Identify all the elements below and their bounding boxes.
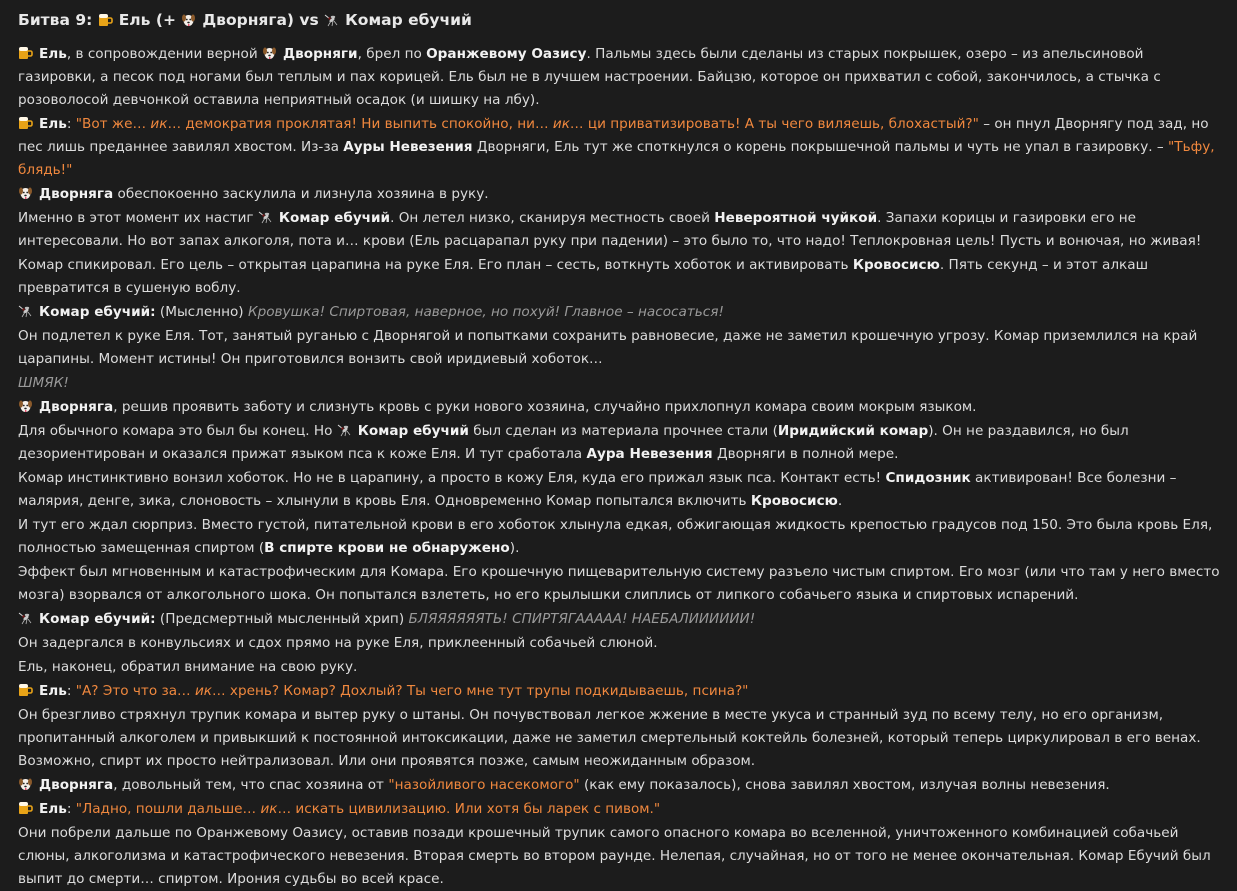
- bold-text: Комар ебучий:: [39, 304, 156, 320]
- quote-text: "Ладно, пошли дальше…: [75, 801, 261, 817]
- paragraph: [18, 656, 1221, 679]
- paragraph: [18, 372, 1221, 395]
- beer-icon: [18, 683, 33, 697]
- bold-text: Оранжевому Оазису: [426, 46, 587, 62]
- text: Они побрели дальше по Оранжевому Оазису, оставив позади крошечный трупик самого опасного комара во вселенной, уничтоженного комбинацией собачьей слюны, алкоголизма и катастрофического невезения. Вторая смерть во втором раунде. Нелепая, случайная, но от того не менее окончательная. Комар Ебучий был выпит до смерти… спиртом. Ирония судьбы во всей красе.: [18, 825, 1211, 887]
- paragraph: [18, 514, 1221, 560]
- title-mosquito: Комар ебучий: [345, 11, 472, 29]
- bold-text: Кровосисю: [852, 257, 940, 273]
- quote-text: … искать цивилизацию. Или хотя бы ларек с пивом.": [277, 801, 661, 817]
- quote-text: … хрень? Комар? Дохлый? Ты чего мне тут трупы подкидываешь, псина?": [212, 683, 749, 699]
- paragraph: [18, 632, 1221, 655]
- quote-text: ик: [150, 116, 168, 132]
- paragraph: [18, 396, 1221, 419]
- text: обеспокоенно заскулила и лизнула хозяина в руку.: [113, 186, 489, 202]
- paragraph: [18, 183, 1221, 206]
- paragraph: [18, 301, 1221, 324]
- dog-icon: [18, 186, 33, 200]
- text: Он подлетел к руке Еля. Тот, занятый руганью с Дворнягой и попытками сохранить равновесие, даже не заметил крошечную угрозу. Комар приземлился на край царапины. Момент истины! Он приготовился вонзить свой иридиевый хоботок…: [18, 328, 1198, 367]
- paragraph: [18, 43, 1221, 112]
- paragraph: [18, 561, 1221, 607]
- text: И тут его ждал сюрприз. Вместо густой, питательной крови в его хоботок хлынула едкая, обжигающая жидкость крепостью градусов под 150. Это была кровь Еля, полностью замещенная спиртом (: [18, 517, 1213, 556]
- quote-text: ик: [194, 683, 212, 699]
- text: активирован! Все болезни – малярия, денге, зика, слоновость – хлынули в кровь Еля. Одновременно Комар попытался включить: [18, 470, 1177, 509]
- bold-text: Ель: [39, 46, 67, 62]
- bold-text: Ель: [39, 683, 67, 699]
- text: , в сопровождении верной: [66, 46, 263, 62]
- bold-text: Ель: [39, 801, 67, 817]
- beer-icon: [18, 801, 33, 815]
- beer-icon: [98, 13, 113, 27]
- dog-icon: [181, 13, 196, 27]
- bold-text: Комар ебучий: [278, 210, 391, 226]
- quote-text: ик: [260, 801, 278, 817]
- quote-text: "Вот же…: [75, 116, 151, 132]
- bold-text: Спидозник: [885, 470, 971, 486]
- paragraph: [18, 822, 1221, 891]
- title-el: Ель (+: [118, 11, 176, 29]
- text: Именно в этот момент их настиг: [18, 210, 258, 226]
- quote-text: "А? Это что за…: [75, 683, 195, 699]
- paragraph: [18, 254, 1221, 300]
- paragraph: [18, 467, 1221, 513]
- bold-text: Ауры Невезения: [343, 139, 473, 155]
- quote-text: … демократия проклятая! Ни выпить спокойно, ни…: [167, 116, 553, 132]
- mosquito-icon: [18, 304, 33, 318]
- paragraph: [18, 113, 1221, 182]
- thought-text: БЛЯЯЯЯЯЯТЬ! СПИРТЯГААААА! НАЕБАЛИИИИИИ!: [408, 611, 756, 627]
- text: :: [66, 683, 76, 699]
- mosquito-icon: [337, 423, 352, 437]
- quote-text: "назойливого насекомого": [388, 777, 580, 793]
- paragraph: [18, 608, 1221, 631]
- text: :: [66, 116, 76, 132]
- thought-text: Кровушка! Спиртовая, наверное, но похуй! Главное – насосаться!: [247, 304, 724, 320]
- text: , брел по: [357, 46, 427, 62]
- dog-icon: [18, 777, 33, 791]
- text: Он задергался в конвульсиях и сдох прямо на руке Еля, приклеенный собачьей слюной.: [18, 635, 658, 651]
- text: :: [66, 801, 76, 817]
- bold-text: Дворняги: [283, 46, 358, 62]
- mosquito-icon: [258, 210, 273, 224]
- bold-text: Комар ебучий:: [39, 611, 156, 627]
- paragraph: [18, 325, 1221, 371]
- text: ).: [509, 540, 520, 556]
- text: Для обычного комара это был бы конец. Но: [18, 423, 337, 439]
- text: (Мысленно): [155, 304, 248, 320]
- quote-text: "Тьфу, блядь!": [18, 139, 1215, 178]
- bold-text: Комар ебучий: [357, 423, 469, 439]
- paragraph: [18, 774, 1221, 797]
- text: . Пальмы здесь были сделаны из старых покрышек, озеро – из апельсиновой газировки, а песок под ногами был теплым и пах корицей. Ель был не в лучшем настроении. Байцзю, которое он прихватил с собой, закончилось, а стычка с розоволосой девчонкой оставила неприятный осадок (и шишку на лбу).: [18, 46, 1161, 108]
- text: . Он летел низко, сканируя местность своей: [390, 210, 715, 226]
- bold-text: Аура Невезения: [586, 446, 713, 462]
- text: Дворняги, Ель тут же споткнулся о корень покрышечной пальмы и чуть не упал в газировку. –: [472, 139, 1169, 155]
- text: . Запахи корицы и газировки его не интересовали. Но вот запах алкоголя, пота и… крови (Ель расцарапал руку при падении) – это было то, что надо! Теплокровная цель! Пусть и вонючая, но живая!: [18, 210, 1202, 249]
- paragraph: [18, 680, 1221, 703]
- text: ). Он не раздавился, но был дезориентирован и оказался прижат языком пса к коже Еля. И тут сработала: [18, 423, 1129, 462]
- text: Комар спикировал. Его цель – открытая царапина на руке Еля. Его план – сесть, воткнуть хоботок и активировать: [18, 257, 853, 273]
- dog-icon: [262, 46, 277, 60]
- quote-text: … ци приватизировать! А ты чего виляешь, блохастый?": [569, 116, 979, 132]
- story-body: [18, 43, 1221, 891]
- paragraph: [18, 420, 1221, 466]
- paragraph: [18, 704, 1221, 773]
- text: был сделан из материала прочнее стали (: [468, 423, 778, 439]
- text: , решив проявить заботу и слизнуть кровь с руки нового хозяина, случайно прихлопнул комара своим мокрым языком.: [113, 399, 977, 415]
- text: Дворняги в полной мере.: [712, 446, 899, 462]
- bold-text: Дворняга: [39, 399, 114, 415]
- title-prefix: Битва 9:: [18, 11, 93, 29]
- beer-icon: [18, 116, 33, 130]
- dog-icon: [18, 399, 33, 413]
- text: Он брезгливо стряхнул трупик комара и вытер руку о штаны. Он почувствовал легкое жжение в месте укуса и странный зуд по всему телу, но его организм, пропитанный алкоголем и привыкший к постоянной интоксикации, даже не заметил смертельный коктейль болезней, который теперь циркулировал в его венах. Возможно, спирт их просто нейтрализовал. Или они проявятся позже, самым неожиданным образом.: [18, 707, 1201, 769]
- text: Комар инстинктивно вонзил хоботок. Но не в царапину, а просто в кожу Еля, куда его прижал язык пса. Контакт есть!: [18, 470, 886, 486]
- mosquito-icon: [18, 611, 33, 625]
- bold-text: В спирте крови не обнаружено: [264, 540, 510, 556]
- page-title: [18, 9, 1221, 31]
- bold-text: Дворняга: [39, 777, 114, 793]
- text: .: [837, 493, 843, 509]
- bold-text: Невероятной чуйкой: [714, 210, 878, 226]
- bold-text: Кровосисю: [750, 493, 838, 509]
- paragraph: [18, 207, 1221, 253]
- text: . Пять секунд – и этот алкаш превратится в сушеную воблу.: [18, 257, 1149, 296]
- mosquito-icon: [324, 13, 339, 27]
- bold-text: Ель: [39, 116, 67, 132]
- quote-text: ик: [552, 116, 570, 132]
- text: Эффект был мгновенным и катастрофическим для Комара. Его крошечную пищеварительную систему разъело чистым спиртом. Его мозг (или что там у него вместо мозга) взорвался от алкогольного шока. Он попытался взлететь, но его крылышки слиплись от липкого собачьего языка и спиртовых испарений.: [18, 564, 1220, 603]
- bold-text: Иридийский комар: [777, 423, 929, 439]
- paragraph: [18, 798, 1221, 821]
- text: (Предсмертный мысленный хрип): [155, 611, 409, 627]
- title-dog: Дворняга) vs: [202, 11, 319, 29]
- thought-text: ШМЯК!: [18, 375, 69, 391]
- text: Ель, наконец, обратил внимание на свою руку.: [18, 659, 358, 675]
- text: – он пнул Дворнягу под зад, но пес лишь преданнее завилял хвостом. Из-за: [18, 116, 1209, 155]
- text: (как ему показалось), снова завилял хвостом, излучая волны невезения.: [579, 777, 1110, 793]
- text: , довольный тем, что спас хозяина от: [113, 777, 389, 793]
- beer-icon: [18, 46, 33, 60]
- bold-text: Дворняга: [39, 186, 114, 202]
